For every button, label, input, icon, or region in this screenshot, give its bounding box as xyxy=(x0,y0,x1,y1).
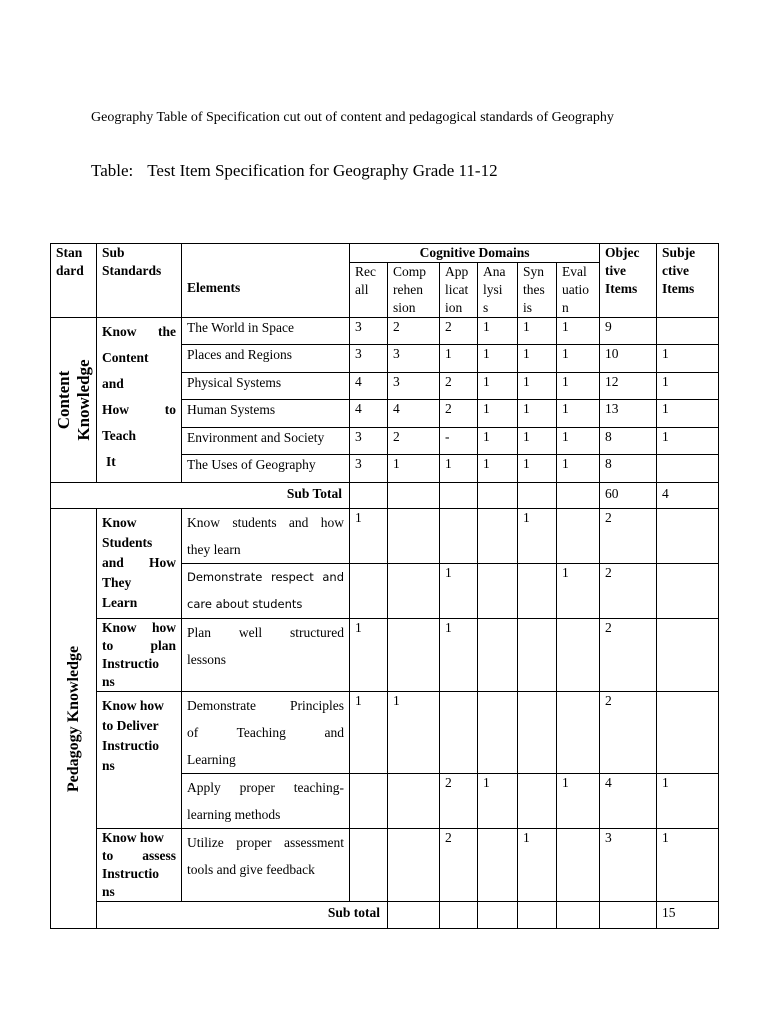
domain-synthesis: Syn thes is xyxy=(518,263,557,318)
pedagogy-knowledge-standard: Pedagogy Knowledge xyxy=(51,509,97,929)
element-cell: Places and Regions xyxy=(182,345,350,373)
evaluation-cell xyxy=(557,829,600,902)
table-row xyxy=(51,619,719,692)
content-knowledge-standard: Content Knowledge xyxy=(51,318,97,483)
table-row xyxy=(51,829,719,902)
recall-cell: 4 xyxy=(350,373,388,400)
analysis-cell: 1 xyxy=(478,318,518,345)
sub-standard-assess-instructions: Know how to assess Instructio ns xyxy=(97,829,182,902)
recall-cell: 1 xyxy=(350,692,388,774)
specification-table xyxy=(50,243,719,929)
sub-standard-deliver-instructions: Know how to Deliver Instructio ns xyxy=(97,692,182,829)
objective-cell: 8 xyxy=(600,428,657,455)
recall-cell xyxy=(350,564,388,619)
table-row xyxy=(51,318,719,345)
element-cell: The Uses of Geography xyxy=(182,455,350,483)
element-cell: Plan well structured lessons xyxy=(182,619,350,692)
application-cell xyxy=(440,692,478,774)
analysis-cell xyxy=(478,692,518,774)
objective-cell: 8 xyxy=(600,455,657,483)
objective-subtotal: 15 xyxy=(657,902,719,929)
application-cell: 2 xyxy=(440,774,478,829)
sub-standard-know-students: Know Students and How They Learn xyxy=(97,509,182,619)
table-row xyxy=(51,509,719,564)
evaluation-cell: 1 xyxy=(557,428,600,455)
recall-cell: 3 xyxy=(350,455,388,483)
domain-recall: Rec all xyxy=(350,263,388,318)
objective-cell: 9 xyxy=(600,318,657,345)
subjective-cell xyxy=(657,564,719,619)
element-cell: Physical Systems xyxy=(182,373,350,400)
element-cell: Environment and Society xyxy=(182,428,350,455)
application-cell: 1 xyxy=(440,564,478,619)
table-row xyxy=(51,692,719,774)
analysis-cell: 1 xyxy=(478,400,518,428)
comprehension-cell: 1 xyxy=(388,692,440,774)
evaluation-cell: 1 xyxy=(557,400,600,428)
evaluation-cell xyxy=(557,692,600,774)
sub-standard-plan-instructions: Know how to plan Instructio ns xyxy=(97,619,182,692)
synthesis-cell: 1 xyxy=(518,373,557,400)
synthesis-cell xyxy=(518,692,557,774)
elements-header: Elements xyxy=(182,244,350,318)
analysis-cell: 1 xyxy=(478,345,518,373)
element-cell: Demonstrate Principles of Teaching and Learning xyxy=(182,692,350,774)
comprehension-cell: 1 xyxy=(388,455,440,483)
comprehension-cell xyxy=(388,564,440,619)
table-title-label: Table: xyxy=(91,161,134,180)
objective-cell: 3 xyxy=(600,829,657,902)
domain-application: App licat ion xyxy=(440,263,478,318)
domain-analysis: Ana lysi s xyxy=(478,263,518,318)
analysis-cell: 1 xyxy=(478,455,518,483)
objective-cell: 2 xyxy=(600,509,657,564)
subjective-items-header: Subje ctive Items xyxy=(657,244,719,318)
synthesis-cell: 1 xyxy=(518,455,557,483)
sub-standard-know-content: Know the Content and How to Teach It xyxy=(97,318,182,483)
comprehension-cell xyxy=(388,829,440,902)
evaluation-cell: 1 xyxy=(557,345,600,373)
subjective-cell xyxy=(657,455,719,483)
element-cell: Know students and how they learn xyxy=(182,509,350,564)
subjective-cell: 1 xyxy=(657,373,719,400)
application-cell: 1 xyxy=(440,345,478,373)
sub-standards-header: Sub Standards xyxy=(97,244,182,318)
objective-cell: 12 xyxy=(600,373,657,400)
subjective-cell: 1 xyxy=(657,428,719,455)
application-cell: 2 xyxy=(440,373,478,400)
subjective-cell xyxy=(657,318,719,345)
subjective-cell: 1 xyxy=(657,829,719,902)
application-cell: - xyxy=(440,428,478,455)
evaluation-cell xyxy=(557,619,600,692)
application-cell: 2 xyxy=(440,829,478,902)
application-cell xyxy=(440,509,478,564)
recall-cell: 3 xyxy=(350,318,388,345)
element-cell: Utilize proper assessment tools and give feedback xyxy=(182,829,350,902)
synthesis-cell xyxy=(518,619,557,692)
intro-text: Geography Table of Specification cut out of content and pedagogical standards of Geography xyxy=(91,110,614,125)
evaluation-cell xyxy=(557,509,600,564)
analysis-cell: 1 xyxy=(478,774,518,829)
application-cell: 1 xyxy=(440,455,478,483)
objective-cell: 2 xyxy=(600,692,657,774)
synthesis-cell: 1 xyxy=(518,509,557,564)
analysis-cell xyxy=(478,509,518,564)
comprehension-cell: 2 xyxy=(388,318,440,345)
subjective-cell xyxy=(657,619,719,692)
comprehension-cell: 3 xyxy=(388,345,440,373)
synthesis-cell: 1 xyxy=(518,345,557,373)
synthesis-cell: 1 xyxy=(518,829,557,902)
recall-cell xyxy=(350,829,388,902)
domain-comprehension: Comp rehen sion xyxy=(388,263,440,318)
recall-cell: 3 xyxy=(350,428,388,455)
subjective-cell: 1 xyxy=(657,400,719,428)
subtotal-row xyxy=(51,483,719,509)
objective-cell: 10 xyxy=(600,345,657,373)
table-title-text: Test Item Specification for Geography Grade 11-12 xyxy=(147,161,498,180)
recall-cell: 1 xyxy=(350,619,388,692)
analysis-cell xyxy=(478,564,518,619)
comprehension-cell xyxy=(388,509,440,564)
subtotal-row xyxy=(51,902,719,929)
recall-cell: 1 xyxy=(350,509,388,564)
evaluation-cell: 1 xyxy=(557,373,600,400)
recall-cell: 3 xyxy=(350,345,388,373)
objective-cell: 2 xyxy=(600,564,657,619)
synthesis-cell xyxy=(518,774,557,829)
element-cell: Demonstrate respect and care about students xyxy=(182,564,350,619)
table-title xyxy=(91,161,498,181)
domain-evaluation: Eval uatio n xyxy=(557,263,600,318)
synthesis-cell: 1 xyxy=(518,400,557,428)
analysis-cell: 1 xyxy=(478,373,518,400)
header-row-1 xyxy=(51,244,719,263)
standard-header: Stan dard xyxy=(51,244,97,318)
analysis-cell xyxy=(478,619,518,692)
analysis-cell xyxy=(478,829,518,902)
comprehension-cell: 4 xyxy=(388,400,440,428)
evaluation-cell: 1 xyxy=(557,455,600,483)
objective-cell: 2 xyxy=(600,619,657,692)
objective-cell: 4 xyxy=(600,774,657,829)
element-cell: The World in Space xyxy=(182,318,350,345)
comprehension-cell: 2 xyxy=(388,428,440,455)
recall-cell: 4 xyxy=(350,400,388,428)
application-cell: 2 xyxy=(440,318,478,345)
subjective-cell: 1 xyxy=(657,774,719,829)
analysis-cell: 1 xyxy=(478,428,518,455)
comprehension-cell xyxy=(388,774,440,829)
synthesis-cell: 1 xyxy=(518,318,557,345)
synthesis-cell xyxy=(518,564,557,619)
comprehension-cell: 3 xyxy=(388,373,440,400)
subjective-cell: 1 xyxy=(657,345,719,373)
element-cell: Apply proper teaching- learning methods xyxy=(182,774,350,829)
evaluation-cell: 1 xyxy=(557,774,600,829)
subjective-cell xyxy=(657,692,719,774)
synthesis-cell: 1 xyxy=(518,428,557,455)
application-cell: 2 xyxy=(440,400,478,428)
comprehension-cell xyxy=(388,619,440,692)
subtotal-label: Sub total xyxy=(97,902,388,929)
evaluation-cell: 1 xyxy=(557,318,600,345)
objective-items-header: Objec tive Items xyxy=(600,244,657,318)
objective-cell: 13 xyxy=(600,400,657,428)
application-cell: 1 xyxy=(440,619,478,692)
subtotal-label: Sub Total xyxy=(51,483,350,509)
element-cell: Human Systems xyxy=(182,400,350,428)
evaluation-cell: 1 xyxy=(557,564,600,619)
recall-cell xyxy=(350,774,388,829)
subjective-cell xyxy=(657,509,719,564)
subjective-subtotal: 4 xyxy=(657,483,719,509)
cognitive-domains-header: Cognitive Domains xyxy=(350,244,600,263)
objective-subtotal: 60 xyxy=(600,483,657,509)
